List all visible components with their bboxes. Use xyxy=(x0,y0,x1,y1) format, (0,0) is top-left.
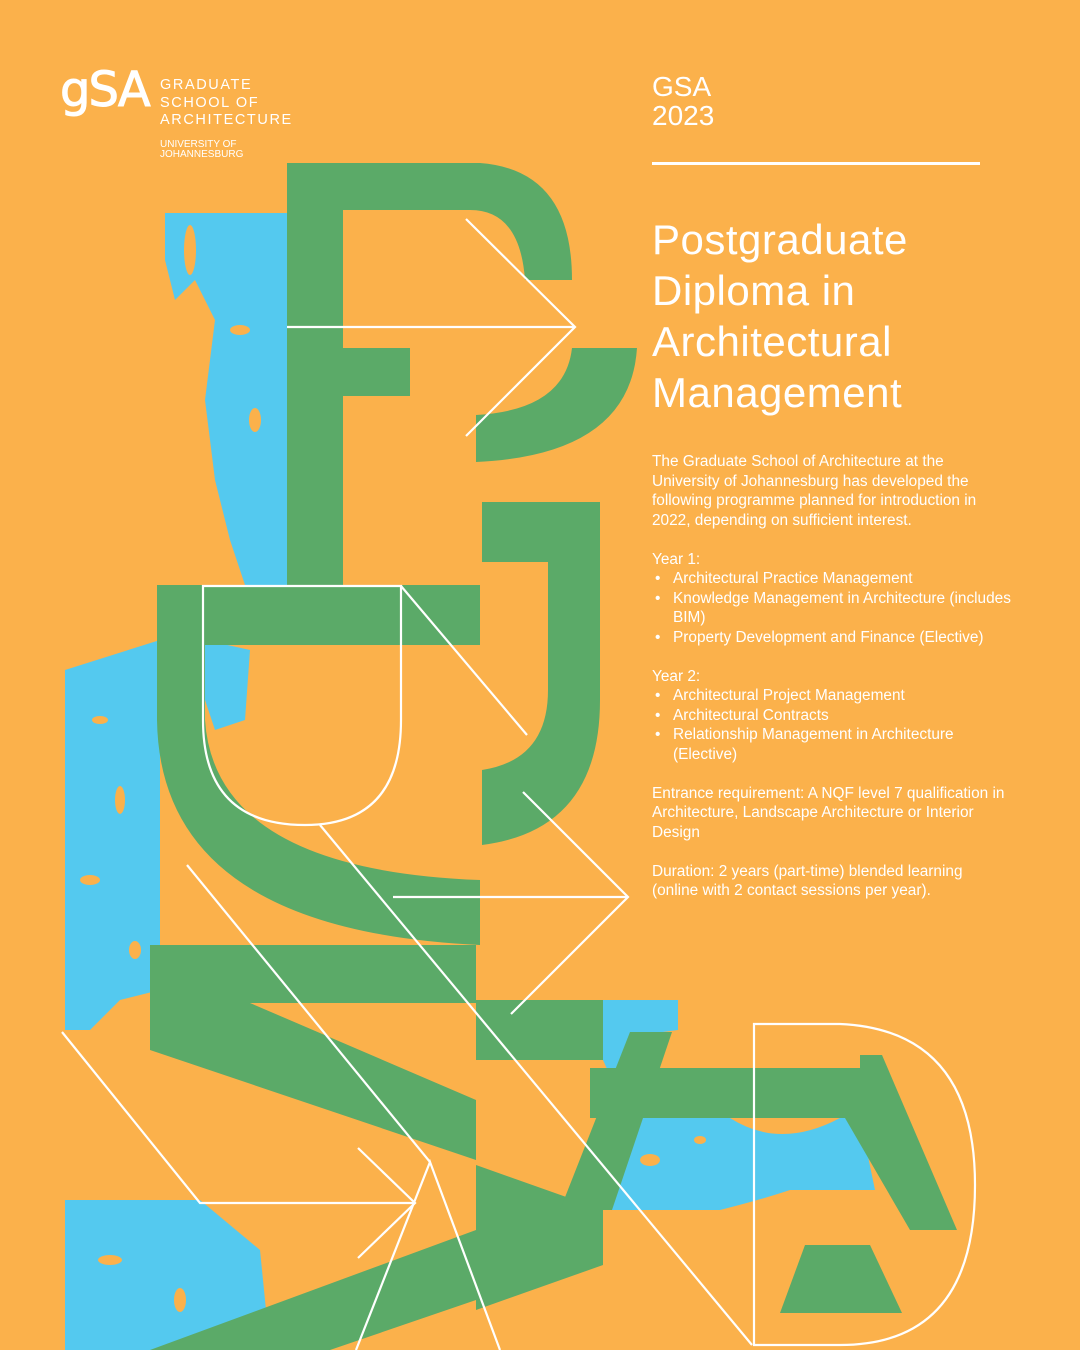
letter-m xyxy=(150,945,476,1160)
list-item: • Architectural Practice Management xyxy=(673,569,1012,589)
list-item: • Property Development and Finance (Elective) xyxy=(673,628,1012,648)
header-label xyxy=(652,72,714,130)
list-item: • Relationship Management in Architecture (Elective) xyxy=(673,725,1012,764)
year2-label: Year 2: xyxy=(652,667,701,685)
header-gsa: GSA xyxy=(652,71,712,102)
header-year: 2023 xyxy=(652,100,715,131)
school-name-line: GRADUATE xyxy=(160,77,253,93)
school-name-line: SCHOOL OF xyxy=(160,94,260,111)
list-item: • Knowledge Management in Architecture (includes BIM) xyxy=(673,589,1012,628)
letter-u xyxy=(157,585,480,945)
page-title xyxy=(652,214,908,418)
university-name xyxy=(160,140,243,160)
entrance-requirement: Entrance requirement: A NQF level 7 qualification in Architecture, Landscape Architecture or Interior Design xyxy=(652,784,1005,841)
intro-text: The Graduate School of Architecture at the University of Johannesburg has developed the following programme planned for introduction in 2022, depending on sufficient interest. xyxy=(652,453,977,529)
programme-description xyxy=(652,452,1012,920)
list-item: • Architectural Contracts xyxy=(673,706,1012,726)
list-item: • Architectural Project Management xyxy=(673,686,1012,706)
letter-j xyxy=(482,502,600,845)
duration: Duration: 2 years (part-time) blended learning (online with 2 contact sessions per year). xyxy=(652,862,963,899)
title-line: Diploma in xyxy=(652,267,856,314)
title-line: Management xyxy=(652,369,903,416)
university-line: JOHANNESBURG xyxy=(160,149,244,160)
year1-label: Year 1: xyxy=(652,550,701,568)
divider xyxy=(652,162,980,165)
year1-list xyxy=(652,569,1012,647)
gsa-logo-mark: gSA xyxy=(60,62,149,118)
title-line: Architectural xyxy=(652,318,892,365)
year2-list xyxy=(652,686,1012,764)
school-name xyxy=(160,77,293,130)
title-line: Postgraduate xyxy=(652,216,908,263)
school-name-line: ARCHITECTURE xyxy=(160,112,293,128)
university-line: UNIVERSITY OF xyxy=(160,139,237,150)
